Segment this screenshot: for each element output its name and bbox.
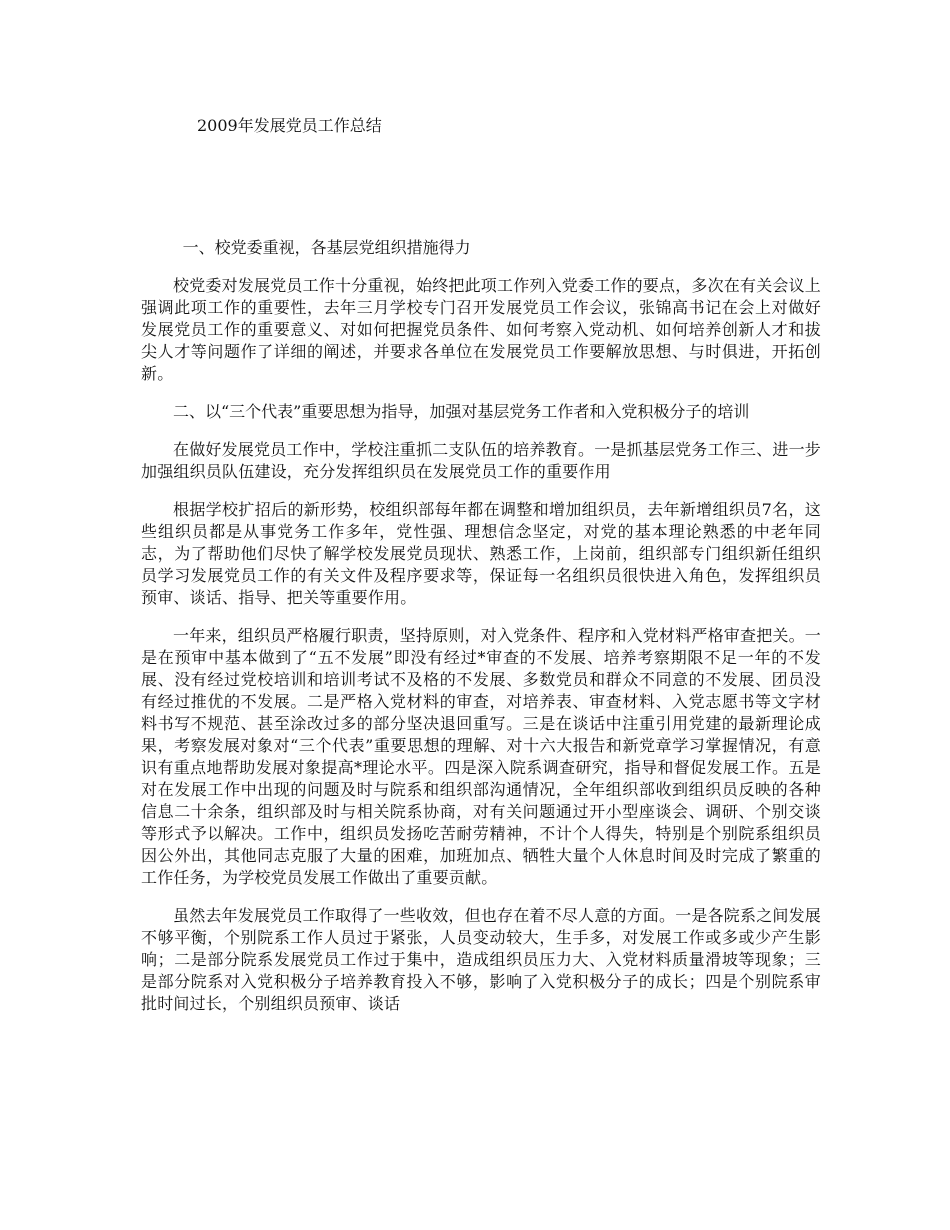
paragraph: 校党委对发展党员工作十分重视，始终把此项工作列入党委工作的要点，多次在有关会议上强调此项工作的重要性，去年三月学校专门召开发展党员工作会议，张锦高书记在会上对做好发展党员工作的重要意义、对如何把握党员条件、如何考察入党动机、如何培养创新人才和拔尖人才等问题作了详细的阐述，并要求各单位在发展党员工作要解放思想、与时俱进，开拓创新。 [141, 276, 822, 383]
section-heading-2: 二、以“三个代表”重要思想为指导，加强对基层党务工作者和入党积极分子的培训 [173, 402, 750, 421]
section-heading-1: 一、校党委重视，各基层党组织措施得力 [182, 238, 471, 257]
document-body [141, 237, 821, 1031]
document-title: 2009年发展党员工作总结 [197, 116, 382, 135]
paragraph: 根据学校扩招后的新形势，校组织部每年都在调整和增加组织员，去年新增组织员7名，这些组织员都是从事党务工作多年，党性强、理想信念坚定，对党的基本理论熟悉的中老年同志，为了帮助他们尽快了解学校发展党员现状、熟悉工作，上岗前，组织部专门组织新任组织员学习发展党员工作的有关文件及程序要求等，保证每一名组织员很快进入角色，发挥组织员预审、谈话、指导、把关等重要作用。 [141, 500, 821, 607]
paragraph: 在做好发展党员工作中，学校注重抓二支队伍的培养教育。一是抓基层党务工作三、进一步加强组织员队伍建设，充分发挥组织员在发展党员工作的重要作用 [141, 440, 822, 481]
paragraph: 一年来，组织员严格履行职责，坚持原则，对入党条件、程序和入党材料严格审查把关。一是在预审中基本做到了“五不发展”即没有经过*审查的不发展、培养考察期限不足一年的不发展、没有经过党校培训和培训考试不及格的不发展、多数党员和群众不同意的不发展、团员没有经过推优的不发展。二是严格入党材料的审查，对培养表、审查材料、入党志愿书等文字材料书写不规范、甚至涂改过多的部分坚决退回重写。三是在谈话中注重引用党建的最新理论成果，考察发展对象对“三个代表”重要思想的理解、对十六大报告和新党章学习掌握情况，有意识有重点地帮助发展对象提高*理论水平。四是深入院系调查研究，指导和督促发展工作。五是对在发展工作中出现的问题及时与院系和组织部沟通情况，全年组织部收到组织员反映的各种信息二十余条，组织部及时与相关院系协商，对有关问题通过开小型座谈会、调研、个别交谈等形式予以解决。工作中，组织员发扬吃苦耐劳精神，不计个人得失，特别是个别院系组织员因公外出，其他同志克服了大量的困难，加班加点、牺牲大量个人休息时间及时完成了繁重的工作任务，为学校党员发展工作做出了重要贡献。 [141, 626, 822, 887]
paragraph: 虽然去年发展党员工作取得了一些收效，但也存在着不尽人意的方面。一是各院系之间发展不够平衡，个别院系工作人员过于紧张，人员变动较大，生手多，对发展工作或多或少产生影响；二是部分院系发展党员工作过于集中，造成组织员压力大、入党材料质量滑坡等现象；三是部分院系对入党积极分子培养教育投入不够，影响了入党积极分子的成长；四是个别院系审批时间过长，个别组织员预审、谈话 [141, 906, 822, 1013]
